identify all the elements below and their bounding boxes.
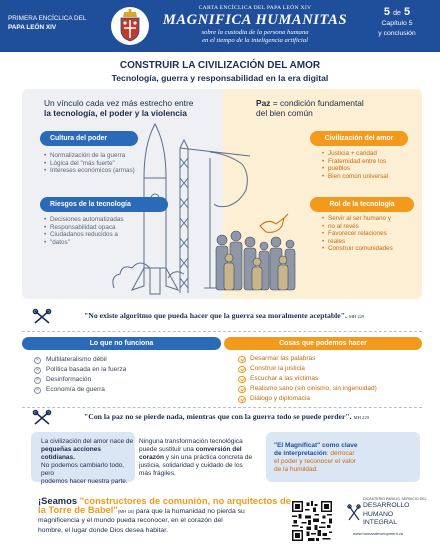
page-current: 5 bbox=[383, 6, 391, 18]
technology-role-heading: Rol de la tecnología bbox=[310, 197, 414, 212]
list-item: Desarmar las palabras bbox=[238, 354, 418, 364]
list-item: ✕ Economía de guerra bbox=[35, 386, 105, 393]
daily-actions-text: La civilización del amor nace de pequeñas acciones cotidianas. No podemos cambiarlo todo, pero podemos hacer nuestra parte. bbox=[41, 438, 134, 485]
peace-lead-bold: Paz bbox=[256, 98, 271, 108]
x-circle-icon: ✕ bbox=[35, 356, 40, 363]
papal-crest-icon bbox=[110, 6, 150, 46]
quote-peace-text: "Con la paz no se pierde nada, mientras que con la guerra todo se puede perder". MH 229 bbox=[84, 412, 369, 421]
chapter-line1: Capítulo 5 bbox=[381, 20, 413, 27]
chapter-line2: y conclusión bbox=[378, 30, 416, 38]
civilization-of-love-list bbox=[322, 150, 412, 180]
crossed-keys-icon bbox=[32, 308, 52, 326]
civilization-of-love-heading: Civilización del amor bbox=[310, 131, 408, 146]
dicastery-emblem-icon bbox=[347, 504, 361, 522]
can-do-list bbox=[238, 354, 418, 404]
technology-risks-list bbox=[44, 216, 154, 246]
peace-lead-rest1: = condición fundamental bbox=[270, 98, 364, 108]
page-subtitle: Tecnología, guerra y responsabilidad en la era digital bbox=[111, 73, 329, 83]
peace-lead bbox=[256, 98, 416, 119]
dashed-divider bbox=[22, 331, 422, 332]
dicastery-line4: INTEGRAL bbox=[363, 519, 397, 527]
dicastery-line1: DICASTERIO PARA EL SERVICIO DEL bbox=[363, 497, 427, 501]
dicastery-logo bbox=[347, 497, 437, 536]
list-item: • Decisiones automatizadas bbox=[44, 216, 154, 224]
list-item-continued: • reales bbox=[322, 238, 414, 246]
quote-algorithm bbox=[20, 307, 420, 327]
power-lead-prefix: Un vínculo cada vez más estrecho entre bbox=[44, 98, 194, 108]
quote-ref: MH 229 bbox=[353, 415, 369, 420]
technology-risks-heading: Riesgos de la tecnología bbox=[40, 197, 168, 212]
list-item: • Favorecer relaciones bbox=[322, 230, 414, 238]
check-circle-icon bbox=[238, 366, 246, 374]
encyclical-subtitle-line1: sobre la custodia de la persona humana bbox=[201, 29, 309, 36]
peace-lead-rest2: del bien común bbox=[256, 108, 313, 119]
closing-exhortation: ¡Seamos "constructores de comunión, no arquitectos de la Torre de Babel"(MH 16) para que la humanidad no pierda su magnificencia y el mundo pueda reconocer, en el corazón del hombre, el lugar donde Dios desea habitar. bbox=[38, 495, 291, 534]
kicker-line1: PRIMERA ENCÍCLICA DEL bbox=[8, 15, 87, 22]
technology-role-list bbox=[322, 215, 414, 253]
list-item: • Justicia + caridad bbox=[322, 150, 412, 158]
culture-of-power-list bbox=[44, 152, 164, 175]
check-circle-icon bbox=[238, 356, 246, 364]
page-total: 5 bbox=[403, 6, 411, 18]
can-do-heading: Cosas que podemos hacer bbox=[224, 337, 422, 350]
dicastery-url[interactable]: www.humandevelopment.va bbox=[353, 530, 404, 536]
list-item: Construir la justicia bbox=[238, 364, 418, 374]
list-item: ✕ Desinformación bbox=[35, 376, 92, 383]
x-circle-icon: ✕ bbox=[35, 366, 40, 373]
list-item: Escuchar a las víctimas bbox=[238, 374, 418, 384]
quote-algorithm-text: "No existe algoritmo que pueda hacer que la guerra sea moralmente aceptable". MH 229 bbox=[84, 311, 365, 320]
list-item: • Normalización de la guerra bbox=[44, 152, 164, 160]
list-item: • Servir al ser humano y bbox=[322, 215, 414, 223]
dicastery-line2: DESARROLLO bbox=[363, 502, 410, 510]
list-item-continued: • "datos" bbox=[44, 239, 154, 247]
list-item: • Fraternidad entre los bbox=[322, 158, 412, 166]
list-item: • Ciudadanos reducidos a bbox=[44, 231, 154, 239]
power-lead bbox=[44, 98, 222, 119]
power-lead-bold: la tecnología, el poder y la violencia bbox=[44, 108, 187, 119]
quote-ref: MH 229 bbox=[348, 314, 365, 319]
encyclical-supertitle: CARTA ENCÍCLICA DEL PAPA LEÓN XIV bbox=[198, 5, 312, 11]
list-item: • Bien común universal bbox=[322, 173, 412, 181]
list-item-continued: • no al revés bbox=[322, 223, 414, 231]
list-item: ✕ Multilateralismo débil bbox=[35, 356, 107, 363]
encyclical-title: MAGNIFICA HUMANITAS bbox=[162, 12, 348, 28]
kicker-line2: PAPA LEÓN XIV bbox=[8, 23, 57, 31]
check-circle-icon bbox=[238, 386, 246, 394]
list-item: • Intereses económicos (armas) bbox=[44, 167, 164, 175]
check-circle-icon bbox=[238, 376, 246, 384]
check-circle-icon bbox=[238, 396, 246, 404]
encyclical-title-block bbox=[155, 5, 355, 45]
quote-peace bbox=[20, 408, 420, 428]
x-circle-icon: ✕ bbox=[35, 386, 40, 393]
crossed-keys-icon bbox=[32, 409, 52, 427]
list-item-continued: • pueblos bbox=[322, 165, 412, 173]
not-working-list bbox=[34, 355, 204, 395]
header-banner bbox=[0, 0, 440, 52]
qr-code[interactable] bbox=[292, 501, 332, 541]
x-circle-icon: ✕ bbox=[35, 376, 40, 383]
magnificat-text: "El Magníficat" como clave de interpretación: derrocar el poder y reconocer el valor de la humildad. bbox=[274, 442, 358, 473]
list-item: • Lógica del "más fuerte" bbox=[44, 160, 164, 168]
heart-conversion-text: Ninguna transformación tecnológica puede sustituir una conversión del corazón y sin una práctica concreta de justicia, solidaridad y cuidado de los más frágiles. bbox=[139, 438, 253, 477]
page-indicator bbox=[360, 6, 434, 38]
list-item: • Responsabilidad opaca bbox=[44, 224, 154, 232]
encyclical-subtitle-line2: en el tiempo de la inteligencia artificial bbox=[202, 37, 308, 44]
not-working-heading: Lo que no funciona bbox=[22, 337, 221, 350]
page-of: de bbox=[393, 10, 401, 17]
dicastery-line3: HUMANO bbox=[363, 510, 394, 518]
list-item: • Construir comunidades bbox=[322, 245, 414, 253]
culture-of-power-heading: Cultura del poder bbox=[40, 131, 138, 146]
page-title: CONSTRUIR LA CIVILIZACIÓN DEL AMOR bbox=[119, 60, 321, 71]
page-number bbox=[360, 6, 434, 18]
list-item: ✕ Política basada en la fuerza bbox=[35, 366, 127, 373]
list-item: Diálogo y diplomacia bbox=[238, 394, 418, 404]
encyclical-kicker bbox=[8, 15, 100, 32]
list-item: Realismo sano (sin cinismo, sin ingenuidad) bbox=[238, 384, 418, 394]
